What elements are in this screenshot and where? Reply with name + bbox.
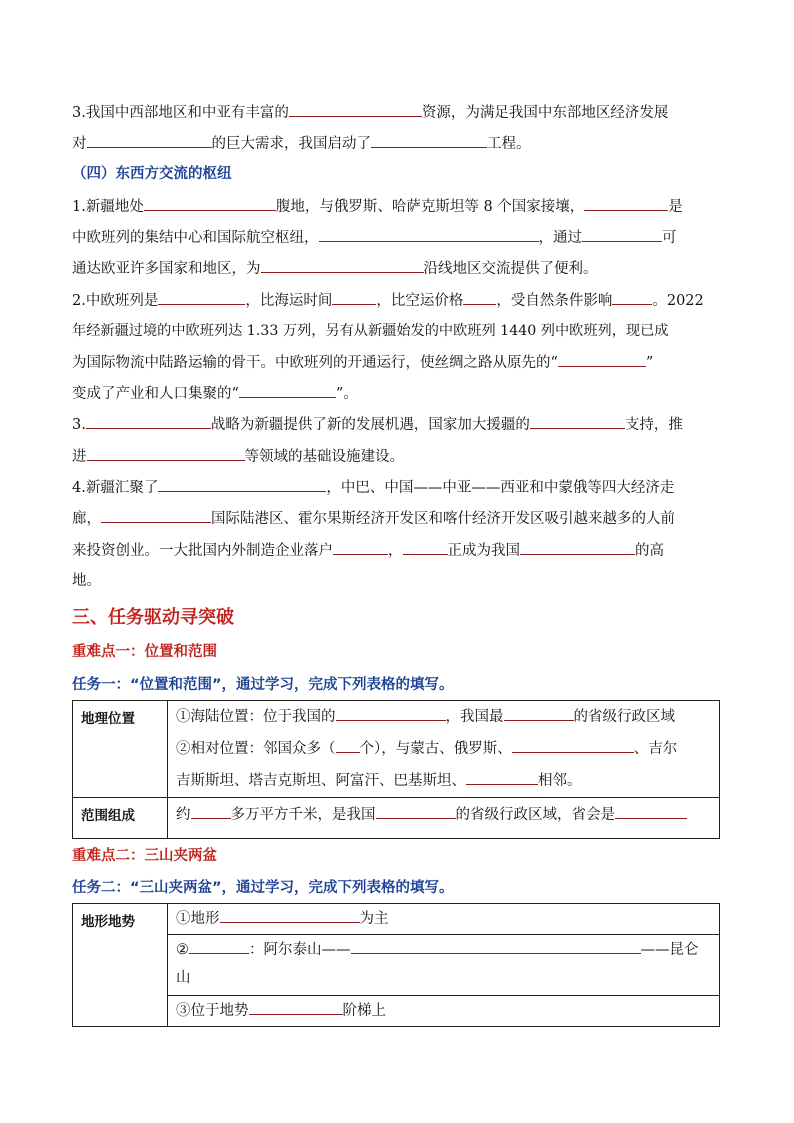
table-row-text: 约 多万平方千米，是我国 的省级行政区域，省会是 <box>168 798 719 832</box>
answer-blank[interactable] <box>403 540 448 555</box>
section-heading: （四）东西方交流的枢纽 <box>72 166 232 182</box>
s4p3-line1: 3. 战略为新疆提供了新的发展机遇，国家加大援疆的 支持，推 <box>72 414 683 435</box>
table-row-text: ③位于地势 阶梯上 <box>168 995 719 1026</box>
answer-blank[interactable] <box>336 706 446 721</box>
table-cell <box>168 701 720 798</box>
table-row-text: ②相对位置：邻国众多（ 个），与蒙古、俄罗斯、 、吉尔 <box>168 733 719 765</box>
answer-blank[interactable] <box>615 804 687 819</box>
answer-blank[interactable] <box>158 290 245 305</box>
table-label: 地理位置 <box>73 701 168 798</box>
s4p1-line1: 1.新疆地处 腹地，与俄罗斯、哈萨克斯坦等 8 个国家接壤， 是 <box>72 196 683 217</box>
answer-blank[interactable] <box>189 939 249 954</box>
answer-blank[interactable] <box>558 352 646 367</box>
answer-blank[interactable] <box>87 446 245 461</box>
answer-blank[interactable] <box>512 738 634 753</box>
p3-line2: 对 的巨大需求，我国启动了 工程。 <box>72 133 531 154</box>
key-point-2: 重难点二：三山夹两盆 <box>72 848 217 864</box>
answer-blank[interactable] <box>520 540 635 555</box>
answer-blank[interactable] <box>466 770 538 785</box>
s4p2-line3: 为国际物流中陆路运输的骨干。中欧班列的开通运行，使丝绸之路从原先的“ ” <box>72 352 653 373</box>
s4p1-line3: 通达欧亚许多国家和地区，为 沿线地区交流提供了便利。 <box>72 258 598 279</box>
answer-blank[interactable] <box>463 290 496 305</box>
answer-blank[interactable] <box>584 196 668 211</box>
answer-blank[interactable] <box>504 706 574 721</box>
table-label: 范围组成 <box>73 798 168 839</box>
answer-blank[interactable] <box>333 540 388 555</box>
task1-table <box>72 700 720 839</box>
p3-line1: 3.我国中西部地区和中亚有丰富的 资源，为满足我国中东部地区经济发展 <box>72 102 668 123</box>
table-cell <box>168 904 720 1027</box>
table-row-text: ①海陆位置：位于我国的 ，我国最 的省级行政区域 <box>168 701 719 733</box>
answer-blank[interactable] <box>530 414 625 429</box>
answer-blank[interactable] <box>582 227 662 242</box>
table-row-text: 吉斯斯坦、塔吉克斯坦、阿富汗、巴基斯坦、 相邻。 <box>168 765 719 797</box>
s4p2-line1: 2.中欧班列是 ，比海运时间 ，比空运价格 ，受自然条件影响 。2022 <box>72 290 704 311</box>
answer-blank[interactable] <box>336 738 360 753</box>
answer-blank[interactable] <box>371 133 487 148</box>
answer-blank[interactable] <box>144 196 276 211</box>
table-row-text: ② ：阿尔泰山—— ——昆仑 <box>168 934 719 965</box>
s4p3-line2: 进 等领域的基础设施建设。 <box>72 446 404 467</box>
answer-blank[interactable] <box>87 133 212 148</box>
answer-blank[interactable] <box>239 383 336 398</box>
table-row-text: 山 <box>176 970 191 986</box>
answer-blank[interactable] <box>376 804 456 819</box>
answer-blank[interactable] <box>612 290 652 305</box>
s4p4-line4: 地。 <box>72 573 101 589</box>
task2-table <box>72 903 720 1027</box>
s4p2-line4: 变成了产业和人口集聚的“ ”。 <box>72 383 358 404</box>
answer-blank[interactable] <box>191 804 231 819</box>
answer-blank[interactable] <box>319 227 539 242</box>
answer-blank[interactable] <box>220 908 360 923</box>
answer-blank[interactable] <box>249 1000 343 1015</box>
table-label: 地形地势 <box>73 904 168 1027</box>
s4p1-line2: 中欧班列的集结中心和国际航空枢纽， ，通过 可 <box>72 227 677 248</box>
answer-blank[interactable] <box>261 258 424 273</box>
table-cell <box>168 798 720 839</box>
s4p4-line1: 4.新疆汇聚了 ，中巴、中国——中亚——西亚和中蒙俄等四大经济走 <box>72 477 674 498</box>
table-row-text: ①地形 为主 <box>168 904 719 934</box>
s4p4-line3: 来投资创业。一大批国内外制造企业落户 ， 正成为我国 的高 <box>72 540 664 561</box>
answer-blank[interactable] <box>101 508 211 523</box>
answer-blank[interactable] <box>86 414 211 429</box>
s4p4-line2: 廊， 国际陆港区、霍尔果斯经济开发区和喀什经济开发区吸引越来越多的人前 <box>72 508 675 529</box>
key-point-1: 重难点一：位置和范围 <box>72 644 217 660</box>
task-1: 任务一：“位置和范围”，通过学习，完成下列表格的填写。 <box>72 677 454 693</box>
answer-blank[interactable] <box>289 102 422 117</box>
part-heading: 三、任务驱动寻突破 <box>72 607 234 628</box>
s4p2-line2: 年经新疆过境的中欧班列达 1.33 万列，另有从新疆始发的中欧班列 1440 列中欧班列，现已成 <box>72 323 669 339</box>
answer-blank[interactable] <box>351 939 641 954</box>
task-2: 任务二：“三山夹两盆”，通过学习，完成下列表格的填写。 <box>72 880 454 896</box>
answer-blank[interactable] <box>332 290 376 305</box>
answer-blank[interactable] <box>158 477 326 492</box>
